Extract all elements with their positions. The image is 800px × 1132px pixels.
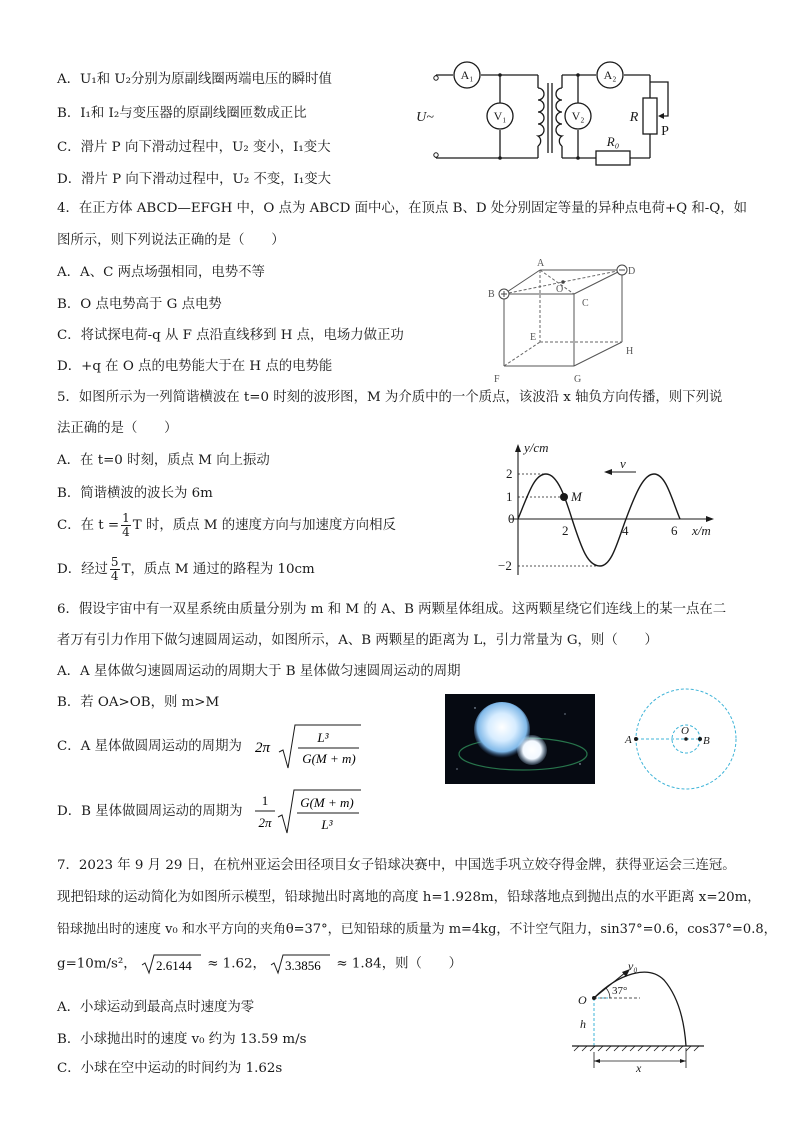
q4-option-a: A．A、C 两点场强相同，电势不等 bbox=[57, 265, 265, 280]
q3-option-b: B．I₁和 I₂与变压器的原副线圈匝数成正比 bbox=[57, 106, 307, 121]
svg-text:F: F bbox=[494, 374, 500, 385]
svg-text:x: x bbox=[636, 1061, 642, 1075]
svg-text:R₀: R₀ bbox=[606, 134, 620, 149]
q4-stem-line2: 图所示，则下列说法正确的是（ ） bbox=[57, 233, 285, 248]
svg-text:H: H bbox=[626, 346, 634, 357]
svg-text:2π: 2π bbox=[258, 815, 272, 830]
svg-text:L³: L³ bbox=[321, 817, 333, 832]
q5-stem-line2: 法正确的是（ ） bbox=[57, 421, 178, 436]
svg-text:R: R bbox=[629, 110, 639, 125]
svg-text:B: B bbox=[488, 289, 495, 300]
q7-line2: 现把铅球的运动简化为如图所示模型，铅球抛出时离地的高度 h=1.928m，铅球落地点到抛出点的水平距离 x=20m， bbox=[57, 890, 761, 905]
svg-text:y/cm: y/cm bbox=[524, 440, 549, 455]
svg-text:A₂: A₂ bbox=[603, 68, 617, 82]
svg-text:2.6144: 2.6144 bbox=[155, 958, 192, 973]
period-formula-c bbox=[253, 722, 363, 774]
q7-option-c: C．小球在空中运动的时间约为 1.62s bbox=[57, 1061, 283, 1076]
q5-option-c: C．在 t = $\frac{1}{4}$ T 时，质点 M 的速度方向与加速度方向相反 bbox=[57, 511, 396, 539]
svg-text:E: E bbox=[530, 332, 537, 343]
point-m-icon bbox=[560, 493, 568, 501]
svg-text:0: 0 bbox=[508, 511, 515, 526]
q5-option-a: A．在 t=0 时刻，质点 M 向上振动 bbox=[57, 453, 270, 468]
q4-option-d: D．+q 在 O 点的电势能大于在 H 点的电势能 bbox=[57, 359, 333, 374]
transformer-circuit-diagram bbox=[418, 58, 703, 188]
svg-text:M: M bbox=[571, 489, 582, 504]
fraction-one-quarter: $\frac{1}{4}$ bbox=[122, 511, 130, 539]
svg-text:2π: 2π bbox=[255, 740, 271, 756]
q3-option-c: C．滑片 P 向下滑动过程中，U₂ 变小，I₁变大 bbox=[57, 140, 331, 155]
q6-option-b: B．若 OA>OB，则 m>M bbox=[57, 695, 220, 710]
svg-text:V₂: V₂ bbox=[571, 109, 585, 123]
svg-text:V₁: V₁ bbox=[493, 109, 507, 123]
q4-option-b: B．O 点电势高于 G 点电势 bbox=[57, 297, 222, 312]
q6-option-a: A．A 星体做匀速圆周运动的周期大于 B 星体做匀速圆周运动的周期 bbox=[57, 664, 461, 679]
svg-text:C: C bbox=[582, 298, 589, 309]
svg-text:2: 2 bbox=[506, 466, 513, 481]
svg-text:2: 2 bbox=[562, 523, 569, 538]
wave-graph bbox=[496, 440, 726, 580]
svg-text:v₀: v₀ bbox=[628, 959, 638, 973]
cube-diagram bbox=[482, 258, 636, 388]
svg-text:G: G bbox=[574, 374, 582, 385]
svg-text:A: A bbox=[625, 734, 632, 746]
svg-text:O: O bbox=[556, 284, 564, 295]
q7-option-b: B．小球抛出时的速度 v₀ 约为 13.59 m/s bbox=[57, 1032, 307, 1047]
q7-line3: 铅球抛出时的速度 v₀ 和水平方向的夹角θ=37°，已知铅球的质量为 m=4kg，不计空气阻力，sin37°=0.6，cos37°=0.8， bbox=[57, 922, 777, 937]
fraction-five-quarters: $\frac{5}{4}$ bbox=[110, 555, 119, 583]
q5-stem-line1: 5．如图所示为一列简谐横波在 t=0 时刻的波形图，M 为介质中的一个质点，该波沿 x 轴负方向传播，则下列说 bbox=[57, 390, 723, 405]
svg-text:O: O bbox=[681, 725, 689, 737]
svg-text:1: 1 bbox=[506, 489, 513, 504]
q4-stem-line1: 4．在正方体 ABCD—EFGH 中，O 点为 ABCD 面中心，在顶点 B、D 处分别固定等量的异种点电荷+Q 和-Q，如 bbox=[57, 201, 748, 216]
svg-text:−2: −2 bbox=[498, 558, 512, 573]
q7-line1: 7．2023 年 9 月 29 日，在杭州亚运会田径项目女子铅球决赛中，中国选手巩立姣夺得金牌，获得亚运会三连冠。 bbox=[57, 858, 736, 873]
period-formula-d bbox=[253, 787, 363, 839]
projectile-diagram bbox=[568, 959, 712, 1075]
svg-text:P: P bbox=[661, 124, 669, 139]
svg-text:D: D bbox=[628, 266, 636, 277]
svg-text:A₁: A₁ bbox=[460, 68, 474, 82]
svg-text:h: h bbox=[580, 1017, 586, 1031]
q6-stem-line1: 6．假设宇宙中有一双星系统由质量分别为 m 和 M 的 A、B 两颗星体组成。这两颗星绕它们连线上的某一点在二 bbox=[57, 602, 727, 617]
svg-text:6: 6 bbox=[671, 523, 678, 538]
svg-text:L³: L³ bbox=[317, 730, 329, 745]
sqrt-2-6144 bbox=[141, 953, 203, 975]
svg-text:4: 4 bbox=[622, 523, 629, 538]
q3-option-a: A．U₁和 U₂分别为原副线圈两端电压的瞬时值 bbox=[57, 72, 332, 87]
svg-text:U~: U~ bbox=[416, 110, 434, 125]
svg-text:G(M + m): G(M + m) bbox=[302, 751, 356, 766]
q3-option-d: D．滑片 P 向下滑动过程中，U₂ 不变，I₁变大 bbox=[57, 172, 332, 187]
q7-line4: g=10m/s²， 2.6144 ≈ 1.62， 3.3856 ≈ 1.84，则（ ） bbox=[57, 953, 462, 975]
svg-text:G(M + m): G(M + m) bbox=[300, 795, 354, 810]
svg-text:A: A bbox=[537, 258, 545, 269]
q5-option-d: D．经过 $\frac{5}{4}$ T，质点 M 通过的路程为 10cm bbox=[57, 555, 315, 583]
binary-star-image bbox=[445, 694, 595, 784]
svg-text:O: O bbox=[578, 993, 587, 1007]
svg-text:1: 1 bbox=[261, 793, 269, 808]
svg-text:37°: 37° bbox=[612, 985, 628, 997]
q5-option-b: B．简谐横波的波长为 6m bbox=[57, 486, 213, 501]
svg-text:3.3856: 3.3856 bbox=[285, 958, 321, 973]
q7-option-a: A．小球运动到最高点时速度为零 bbox=[57, 1000, 255, 1015]
svg-text:B: B bbox=[703, 735, 710, 747]
svg-text:v: v bbox=[620, 456, 626, 471]
orbit-diagram bbox=[622, 687, 744, 791]
sqrt-3-3856 bbox=[270, 953, 332, 975]
q4-option-c: C．将试探电荷-q 从 F 点沿直线移到 H 点，电场力做正功 bbox=[57, 328, 404, 343]
svg-text:x/m: x/m bbox=[692, 523, 711, 538]
q6-stem-line2: 者万有引力作用下做匀速圆周运动，如图所示，A、B 两颗星的距离为 L，引力常量为 G，则（ ） bbox=[57, 633, 658, 648]
